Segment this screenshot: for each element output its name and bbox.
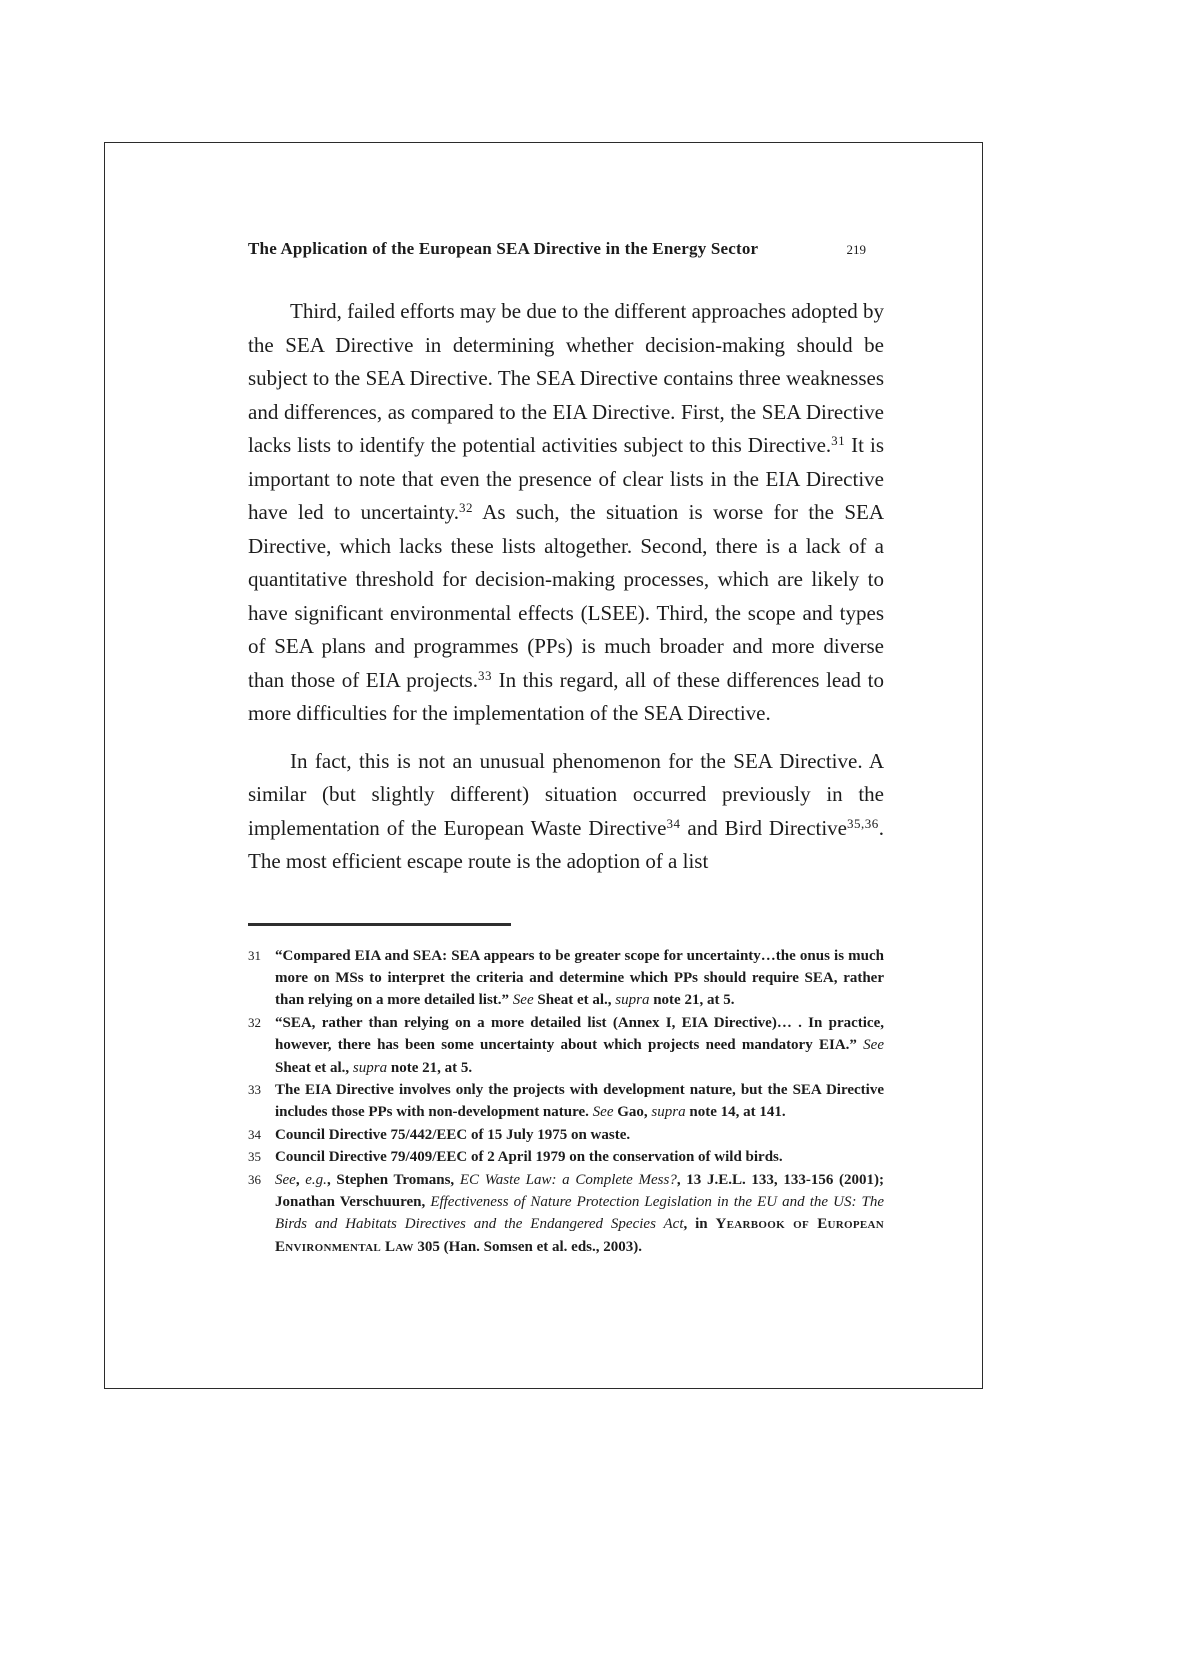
footnote-item [248, 1169, 884, 1259]
text-run: supra [651, 1104, 686, 1121]
footnote-number: 32 [248, 1014, 261, 1030]
text-run: Third, failed efforts may be due to the different approaches adopted by the SEA Directive in determining whether decision-making should be subject to the SEA Directive. The SEA Directive contains three weaknesses and differences, as compared to the EIA Directive. First, the SEA Directive lacks lists to identify the potential activities subject to this Directive. [248, 299, 885, 457]
text-run: See [512, 992, 534, 1009]
text-run: and Bird Directive [680, 815, 848, 840]
footnote-text [275, 1127, 630, 1143]
text-run: It is important to note that even the presence of clear lists in the EIA Directive have led to uncertainty. [248, 433, 884, 524]
text-run: , 13 J.E.L. 133, 133-156 (2001); Jonathan Verschuuren, [275, 1171, 884, 1210]
text-run: supra [615, 992, 650, 1009]
footnote-reference: 35,36 [847, 815, 879, 831]
footnote-item [248, 1146, 884, 1168]
page-number: 219 [846, 242, 866, 257]
text-run: See [863, 1037, 884, 1054]
footnote-reference: 31 [831, 433, 846, 448]
text-run: supra [352, 1059, 388, 1076]
page-border [104, 142, 983, 1389]
page-header [248, 239, 884, 259]
footnote-item [248, 945, 884, 1012]
footnote-number: 31 [248, 947, 261, 963]
text-run: note 21, at 5. [649, 992, 735, 1009]
body-text [248, 295, 884, 879]
footnotes-section [248, 945, 884, 1259]
text-run: e.g. [305, 1171, 327, 1188]
footnote-number: 36 [248, 1171, 261, 1187]
text-run: Council Directive 79/409/EEC of 2 April 1979 on the conservation of wild birds. [275, 1149, 783, 1166]
text-run: 305 (Han. Somsen et al. eds., 2003). [413, 1238, 643, 1255]
text-run: , Stephen Tromans, [326, 1171, 460, 1188]
footnote-reference: 34 [666, 815, 681, 831]
footnote-number: 34 [248, 1126, 261, 1142]
footnote-text [275, 1172, 884, 1255]
text-run: In this regard, all of these differences lead to more difficulties for the implementation of the SEA Directive. [248, 667, 884, 725]
text-run: EC Waste Law: a Complete Mess? [459, 1171, 677, 1188]
text-run: “SEA, rather than relying on a more detailed list (Annex I, EIA Directive)… . In practice, however, there has been some uncertainty about which projects need mandatory EIA.” [275, 1014, 884, 1054]
footnote-reference: 32 [459, 500, 474, 515]
text-run: Effectiveness of Nature Protection Legislation in the EU and the US: The Birds and Habitats Directives and the Endangered Species Act [275, 1193, 884, 1233]
text-run: See [592, 1104, 614, 1121]
text-run: note 21, at 5. [387, 1059, 473, 1076]
footnote-item [248, 1012, 884, 1079]
text-run: Gao, [613, 1104, 652, 1121]
footnote-text [275, 1015, 884, 1076]
footnote-item [248, 1124, 884, 1146]
text-run: note 14, at 141. [685, 1104, 786, 1121]
text-run: Sheat et al., [533, 992, 616, 1009]
text-run: Council Directive 75/442/EEC of 15 July 1975 on waste. [275, 1126, 631, 1143]
running-title: The Application of the European SEA Directive in the Energy Sector [248, 239, 759, 258]
text-run: . The most efficient escape route is the adoption of a list [248, 815, 885, 873]
text-run: , in [683, 1216, 716, 1233]
footnote-reference: 33 [477, 667, 492, 683]
footnote-number: 35 [248, 1149, 261, 1165]
footnote-item [248, 1079, 884, 1124]
text-run: “Compared EIA and SEA: SEA appears to be greater scope for uncertainty…the onus is much more on MSs to interpret the criteria and determine which PPs should require SEA, rather than relying on a more detailed list.” [275, 947, 884, 1009]
text-run: Yearbook of European Environmental Law [275, 1216, 884, 1255]
text-run: The EIA Directive involves only the projects with development nature, but the SEA Directive includes those PPs with non-development nature. [275, 1081, 884, 1121]
page-content [248, 143, 884, 1258]
text-run: In fact, this is not an unusual phenomenon for the SEA Directive. A similar (but slightly different) situation occurred previously in the implementation of the European Waste Directive [248, 748, 884, 840]
text-run: As such, the situation is worse for the SEA Directive, which lacks these lists altogether. Second, there is a lack of a quantitative threshold for decision-making processes, which are likely to have significant environmental effects (LSEE). Third, the scope and types of SEA plans and programmes (PPs) is much broader and more diverse than those of EIA projects. [248, 500, 884, 692]
footnote-number: 33 [248, 1081, 261, 1097]
text-run: Sheat et al., [275, 1059, 353, 1076]
footnote-text [275, 1149, 783, 1165]
paragraph-1 [248, 295, 884, 731]
footnote-separator [248, 923, 511, 926]
text-run: See [275, 1171, 296, 1188]
text-run: , [295, 1171, 306, 1188]
footnote-text [275, 1082, 884, 1120]
paragraph-2 [248, 745, 884, 879]
footnote-text [275, 948, 884, 1009]
